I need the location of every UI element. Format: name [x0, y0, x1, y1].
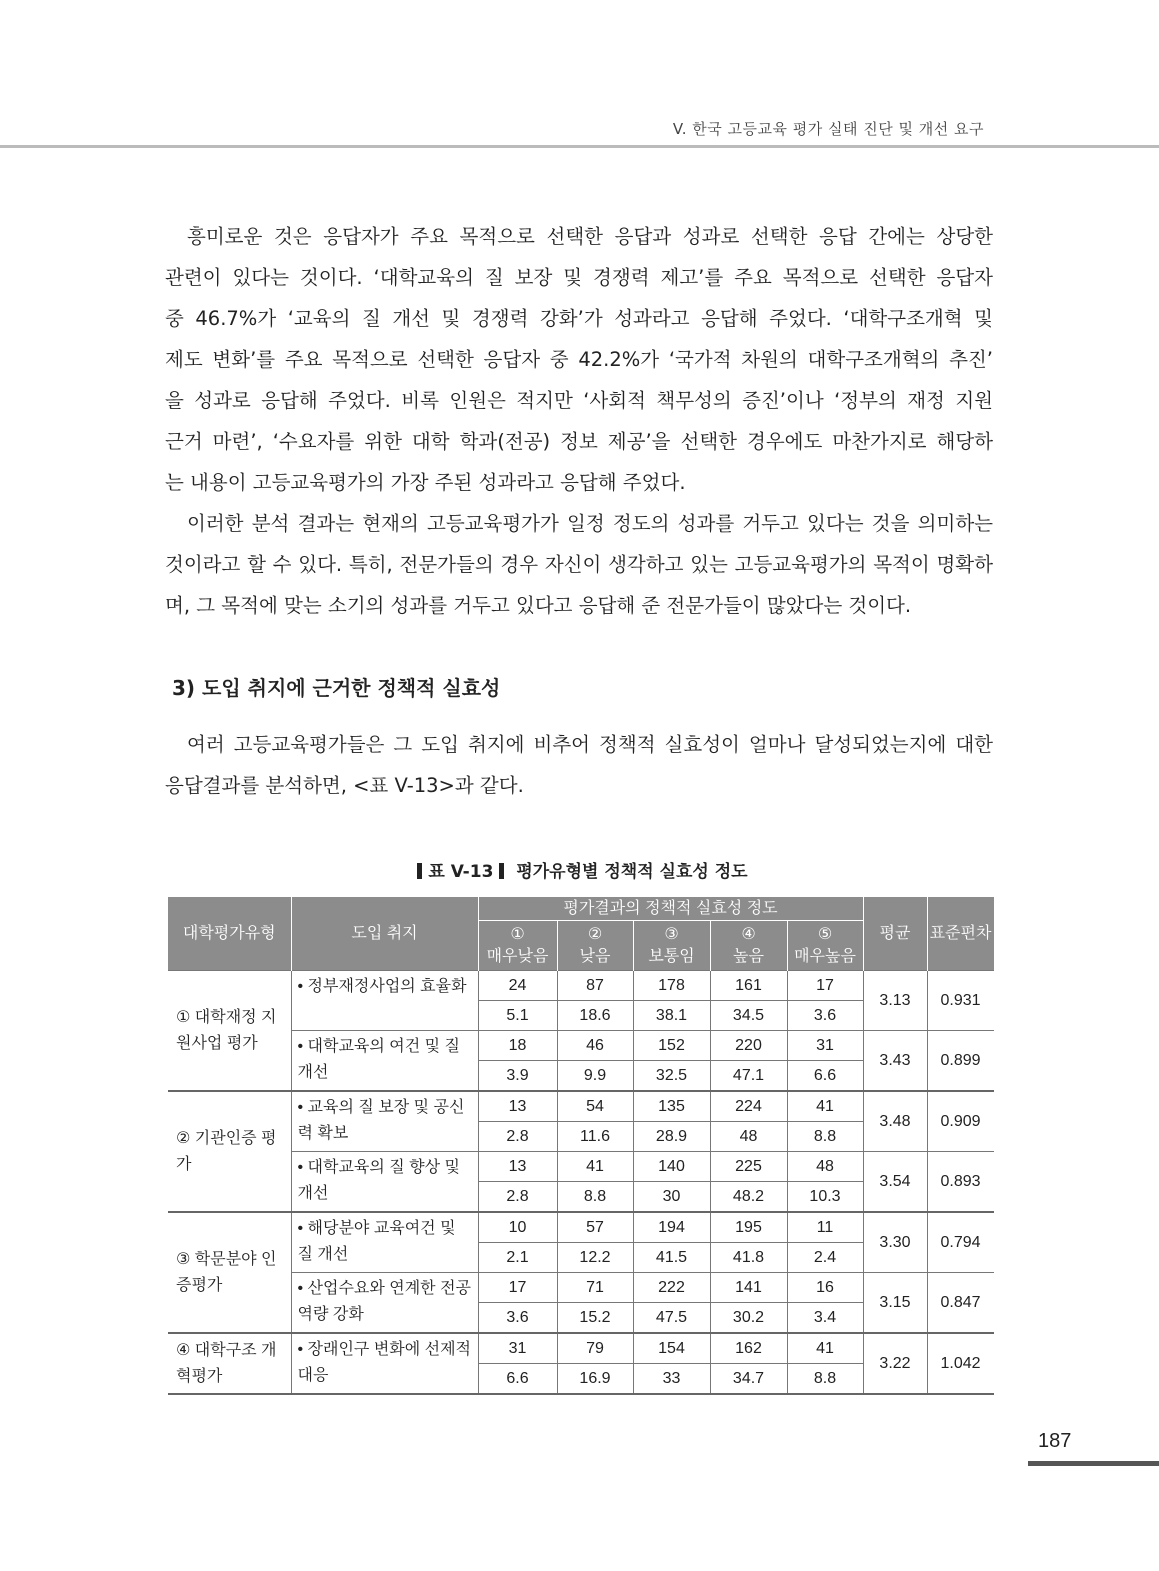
percent-cell: 6.6: [787, 1061, 863, 1092]
effectiveness-table: [168, 897, 994, 1395]
table-row-counts: [168, 1031, 994, 1061]
percent-cell: 47.1: [710, 1061, 787, 1092]
count-cell: 162: [710, 1333, 787, 1364]
percent-cell: 34.5: [710, 1001, 787, 1031]
table-row-counts: [168, 1091, 994, 1122]
count-cell: 161: [710, 971, 787, 1001]
percent-cell: 5.1: [478, 1001, 557, 1031]
percent-cell: 10.3: [787, 1182, 863, 1213]
paragraph-2: [165, 503, 993, 626]
percent-cell: 3.6: [787, 1001, 863, 1031]
purpose: • 대학교육의 질 향상 및 개선: [291, 1152, 478, 1213]
header-level: [633, 921, 710, 971]
purpose: • 정부재정사업의 효율화: [291, 971, 478, 1031]
sd-cell: 0.931: [927, 971, 994, 1031]
percent-cell: 48: [710, 1122, 787, 1152]
text-line: 근거 마련’, ‘수요자를 위한 대학 학과(전공) 정보 제공’을 선택한 경우에도 마찬가지로 해당하: [165, 430, 993, 453]
count-cell: 222: [633, 1273, 710, 1303]
count-cell: 17: [787, 971, 863, 1001]
mean-cell: 3.30: [863, 1212, 927, 1273]
text-line: 제도 변화’를 주요 목적으로 선택한 응답자 중 42.2%가 ‘국가적 차원의 대학구조개혁의 추진’: [165, 348, 993, 371]
percent-cell: 9.9: [557, 1061, 633, 1092]
percent-cell: 8.8: [557, 1182, 633, 1213]
percent-cell: 2.1: [478, 1243, 557, 1273]
mean-cell: 3.43: [863, 1031, 927, 1092]
table-caption: [0, 857, 1159, 882]
text-line: 이러한 분석 결과는 현재의 고등교육평가가 일정 정도의 성과를 거두고 있다는 것을 의미하는: [187, 512, 993, 535]
count-cell: 87: [557, 971, 633, 1001]
sd-cell: 0.909: [927, 1091, 994, 1152]
eval-type: ③ 학문분야 인증평가: [168, 1212, 291, 1333]
percent-cell: 3.9: [478, 1061, 557, 1092]
count-cell: 57: [557, 1212, 633, 1243]
text-line: 중 46.7%가 ‘교육의 질 개선 및 경쟁력 강화’가 성과라고 응답해 주었다. ‘대학구조개혁 및: [165, 307, 993, 330]
percent-cell: 6.6: [478, 1364, 557, 1395]
sd-cell: 0.794: [927, 1212, 994, 1273]
table-row-counts: [168, 1333, 994, 1364]
count-cell: 220: [710, 1031, 787, 1061]
table-row-counts: [168, 1273, 994, 1303]
percent-cell: 30: [633, 1182, 710, 1213]
percent-cell: 2.8: [478, 1122, 557, 1152]
count-cell: 48: [787, 1152, 863, 1182]
level-label: 매우낮음: [486, 947, 549, 965]
percent-cell: 8.8: [787, 1364, 863, 1395]
purpose: • 산업수요와 연계한 전공역량 강화: [291, 1273, 478, 1334]
count-cell: 71: [557, 1273, 633, 1303]
text-line: 을 성과로 응답해 주었다. 비록 인원은 적지만 ‘사회적 책무성의 증진’이나 ‘정부의 재정 지원: [165, 389, 993, 412]
count-cell: 154: [633, 1333, 710, 1364]
percent-cell: 41.5: [633, 1243, 710, 1273]
table-row-counts: [168, 1212, 994, 1243]
caption-label: 표 V-13: [428, 862, 494, 882]
level-number: ①: [510, 925, 525, 943]
level-number: ④: [741, 925, 756, 943]
level-label: 낮음: [579, 947, 611, 965]
purpose: • 장래인구 변화에 선제적 대응: [291, 1333, 478, 1394]
header-purpose: 도입 취지: [291, 897, 478, 971]
percent-cell: 18.6: [557, 1001, 633, 1031]
percent-cell: 33: [633, 1364, 710, 1395]
table-row-counts: [168, 1152, 994, 1182]
count-cell: 225: [710, 1152, 787, 1182]
header-rule: [0, 145, 1159, 148]
running-head: V. 한국 고등교육 평가 실태 진단 및 개선 요구: [672, 120, 984, 138]
header-group: 평가결과의 정책적 실효성 정도: [478, 897, 863, 921]
count-cell: 16: [787, 1273, 863, 1303]
count-cell: 135: [633, 1091, 710, 1122]
percent-cell: 41.8: [710, 1243, 787, 1273]
count-cell: 224: [710, 1091, 787, 1122]
sd-cell: 0.847: [927, 1273, 994, 1334]
count-cell: 46: [557, 1031, 633, 1061]
level-number: ③: [664, 925, 679, 943]
percent-cell: 16.9: [557, 1364, 633, 1395]
percent-cell: 12.2: [557, 1243, 633, 1273]
count-cell: 24: [478, 971, 557, 1001]
mean-cell: 3.22: [863, 1333, 927, 1394]
purpose: • 대학교육의 여건 및 질 개선: [291, 1031, 478, 1092]
section-title: 3) 도입 취지에 근거한 정책적 실효성: [172, 676, 501, 700]
level-label: 높음: [733, 947, 764, 965]
sd-cell: 0.899: [927, 1031, 994, 1092]
count-cell: 31: [478, 1333, 557, 1364]
text-line: 며, 그 목적에 맞는 소기의 성과를 거두고 있다고 응답해 준 전문가들이 많았다는 것이다.: [165, 594, 912, 617]
percent-cell: 38.1: [633, 1001, 710, 1031]
percent-cell: 30.2: [710, 1303, 787, 1334]
purpose: • 해당분야 교육여건 및 질 개선: [291, 1212, 478, 1273]
text-line: 관련이 있다는 것이다. ‘대학교육의 질 보장 및 경쟁력 제고’를 주요 목적으로 선택한 응답자: [165, 266, 993, 289]
paragraph-3: [165, 724, 993, 806]
percent-cell: 48.2: [710, 1182, 787, 1213]
count-cell: 11: [787, 1212, 863, 1243]
eval-type: ④ 대학구조 개혁평가: [168, 1333, 291, 1394]
percent-cell: 11.6: [557, 1122, 633, 1152]
sd-cell: 1.042: [927, 1333, 994, 1394]
count-cell: 41: [787, 1333, 863, 1364]
table-row-counts: [168, 971, 994, 1001]
header-type: 대학평가유형: [168, 897, 291, 971]
header-sd: 표준편차: [927, 897, 994, 971]
paragraph-1: [165, 216, 993, 503]
mean-cell: 3.15: [863, 1273, 927, 1334]
text-line: 것이라고 할 수 있다. 특히, 전문가들의 경우 자신이 생각하고 있는 고등교육평가의 목적이 명확하: [165, 553, 993, 576]
header-level: [478, 921, 557, 971]
sd-cell: 0.893: [927, 1152, 994, 1213]
count-cell: 41: [557, 1152, 633, 1182]
level-label: 매우높음: [794, 947, 856, 965]
text-line: 여러 고등교육평가들은 그 도입 취지에 비추어 정책적 실효성이 얼마나 달성되었는지에 대한: [187, 733, 993, 756]
percent-cell: 2.4: [787, 1243, 863, 1273]
footer-rule: [1028, 1461, 1159, 1466]
percent-cell: 3.6: [478, 1303, 557, 1334]
percent-cell: 47.5: [633, 1303, 710, 1334]
count-cell: 54: [557, 1091, 633, 1122]
count-cell: 195: [710, 1212, 787, 1243]
mean-cell: 3.48: [863, 1091, 927, 1152]
count-cell: 10: [478, 1212, 557, 1243]
header-level: [787, 921, 863, 971]
level-number: ②: [587, 925, 603, 943]
percent-cell: 32.5: [633, 1061, 710, 1092]
count-cell: 194: [633, 1212, 710, 1243]
mean-cell: 3.13: [863, 971, 927, 1031]
percent-cell: 34.7: [710, 1364, 787, 1395]
count-cell: 79: [557, 1333, 633, 1364]
text-line: 흥미로운 것은 응답자가 주요 목적으로 선택한 응답과 성과로 선택한 응답 간에는 상당한: [187, 225, 993, 248]
page-number: 187: [1038, 1430, 1072, 1452]
count-cell: 18: [478, 1031, 557, 1061]
header-level: [557, 921, 633, 971]
level-number: ⑤: [817, 925, 833, 943]
count-cell: 13: [478, 1152, 557, 1182]
percent-cell: 2.8: [478, 1182, 557, 1213]
count-cell: 17: [478, 1273, 557, 1303]
mean-cell: 3.54: [863, 1152, 927, 1213]
text-line: 응답결과를 분석하면, <표 V-13>과 같다.: [165, 774, 524, 797]
eval-type: ① 대학재정 지원사업 평가: [168, 971, 291, 1092]
count-cell: 141: [710, 1273, 787, 1303]
count-cell: 41: [787, 1091, 863, 1122]
percent-cell: 3.4: [787, 1303, 863, 1334]
percent-cell: 8.8: [787, 1122, 863, 1152]
header-mean: 평균: [863, 897, 927, 971]
count-cell: 178: [633, 971, 710, 1001]
percent-cell: 15.2: [557, 1303, 633, 1334]
level-label: 보통임: [648, 947, 695, 965]
caption-title: 평가유형별 정책적 실효성 정도: [516, 862, 748, 882]
count-cell: 31: [787, 1031, 863, 1061]
count-cell: 152: [633, 1031, 710, 1061]
eval-type: ② 기관인증 평가: [168, 1091, 291, 1212]
count-cell: 140: [633, 1152, 710, 1182]
percent-cell: 28.9: [633, 1122, 710, 1152]
header-level: [710, 921, 787, 971]
count-cell: 13: [478, 1091, 557, 1122]
text-line: 는 내용이 고등교육평가의 가장 주된 성과라고 응답해 주었다.: [165, 471, 686, 494]
purpose: • 교육의 질 보장 및 공신력 확보: [291, 1091, 478, 1152]
